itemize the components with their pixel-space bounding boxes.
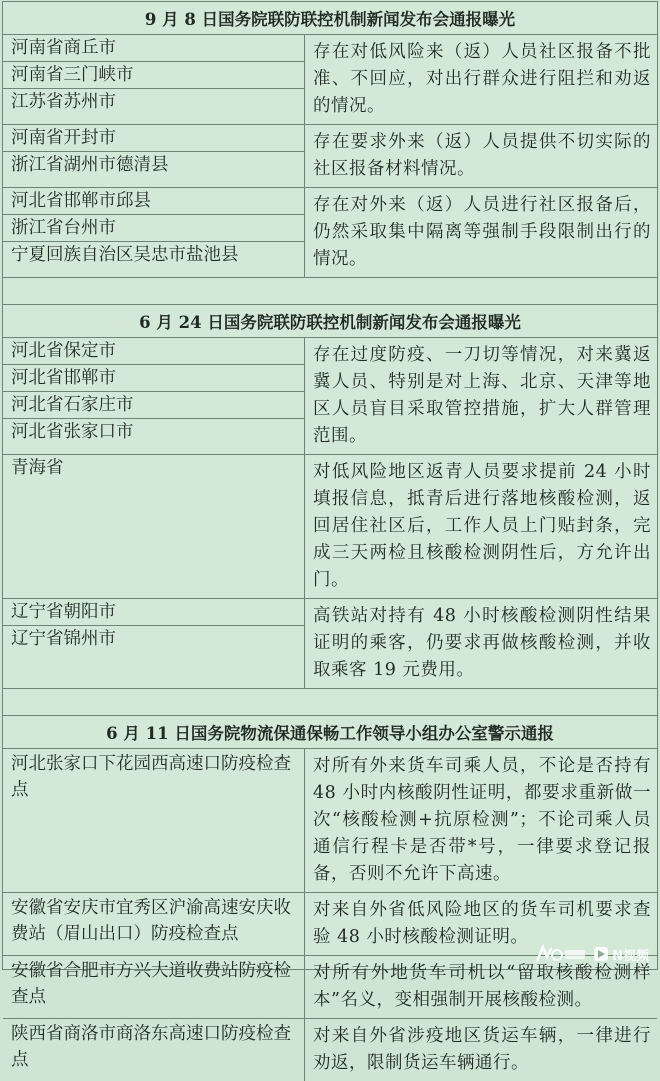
violation-description: 对来自外省涉疫地区货运车辆，一律进行劝返，限制货运车辆通行。 — [313, 1026, 651, 1073]
place-name: 河北省张家口市 — [11, 422, 134, 442]
place-name: 安徽省安庆市宜秀区沪渝高速安庆收费站（眉山出口）防疫检查点 — [11, 898, 291, 944]
media-logo-icon — [535, 943, 587, 965]
place-list — [3, 125, 305, 187]
violation-description: 存在对低风险来（返）人员社区报备不批准、不回应，对出行群众进行阻拦和劝返的情况。 — [313, 42, 651, 116]
place-name: 辽宁省朝阳市 — [3, 599, 304, 626]
place-list — [3, 893, 305, 955]
watermark — [535, 943, 649, 965]
violation-description: 存在对外来（返）人员进行社区报备后，仍然采取集中隔离等强制手段限制出行的情况。 — [313, 195, 651, 269]
section-title — [3, 2, 657, 35]
place-list — [3, 749, 305, 892]
place-name: 陕西省商洛市商洛东高速口防疫检查点 — [11, 1024, 291, 1070]
section-title-text: 6 月 24 日国务院联防联控机制新闻发布会通报曝光 — [139, 313, 521, 332]
place-name: 青海省 — [11, 458, 64, 478]
place-name: 河北省保定市 — [3, 338, 304, 365]
table-row — [3, 1019, 657, 1081]
place-list — [3, 1019, 305, 1081]
section-title — [3, 305, 657, 338]
place-list — [3, 599, 305, 688]
video-logo-icon — [593, 946, 609, 962]
place-name: 河北省邯郸市 — [3, 365, 304, 392]
place-name: 河北张家口下花园西高速口防疫检查点 — [11, 754, 291, 800]
violation-description: 存在过度防疫、一刀切等情况，对来冀返冀人员、特别是对上海、北京、天津等地区人员盲目采取管控措施，扩大人群管理范围。 — [313, 345, 651, 446]
section-title — [3, 716, 657, 749]
table-row — [3, 599, 657, 689]
place-name: 河南省三门峡市 — [3, 62, 304, 89]
video-label: N视频 — [612, 948, 649, 964]
section-divider — [3, 689, 657, 716]
violation-description: 高铁站对持有 48 小时核酸检测阴性结果证明的乘客，仍要求再做核酸检测，并收取乘客 19 元费用。 — [313, 606, 651, 680]
place-name: 浙江省湖州市德清县 — [11, 155, 169, 175]
section-title-text: 6 月 11 日国务院物流保通保畅工作领导小组办公室警示通报 — [106, 724, 554, 743]
section-title-text: 9 月 8 日国务院联防联控机制新闻发布会通报曝光 — [144, 10, 516, 29]
table-row — [3, 956, 657, 1019]
violation-description: 对来自外省低风险地区的货车司机要求查验 48 小时核酸检测证明。 — [313, 900, 651, 947]
table-row — [3, 188, 657, 278]
place-list — [3, 455, 305, 598]
notice-table — [2, 1, 658, 1073]
place-name: 安徽省合肥市方兴大道收费站防疫检查点 — [11, 961, 291, 1007]
place-list — [3, 956, 305, 1018]
table-row — [3, 338, 657, 455]
table-row — [3, 455, 657, 599]
table-row — [3, 749, 657, 893]
table-row — [3, 35, 657, 125]
violation-description: 存在要求外来（返）人员提供不切实际的社区报备材料情况。 — [313, 132, 651, 179]
place-name: 宁夏回族自治区吴忠市盐池县 — [11, 245, 239, 265]
place-list — [3, 188, 305, 277]
video-badge — [593, 945, 649, 964]
violation-description: 对所有外来货车司乘人员，不论是否持有 48 小时内核酸阴性证明，都要求重新做一次“核酸检测+抗原检测”；不论司乘人员通信行程卡是否带*号，一律要求登记报备，否则不允许下高速。 — [313, 756, 651, 884]
place-name: 浙江省台州市 — [3, 215, 304, 242]
place-name: 河南省商丘市 — [3, 35, 304, 62]
place-list — [3, 338, 305, 454]
place-name: 河南省开封市 — [3, 125, 304, 152]
place-name: 辽宁省锦州市 — [11, 629, 116, 649]
violation-description: 对所有外地货车司机以“留取核酸检测样本”名义，变相强制开展核酸检测。 — [313, 963, 651, 1010]
place-name: 河北省石家庄市 — [3, 392, 304, 419]
table-row — [3, 125, 657, 188]
place-list — [3, 35, 305, 124]
violation-description: 对低风险地区返青人员要求提前 24 小时填报信息，抵青后进行落地核酸检测，返回居住社区后，工作人员上门贴封条，完成三天两检且核酸检测阴性后，方允许出门。 — [313, 462, 651, 590]
section-divider — [3, 278, 657, 305]
place-name: 河北省邯郸市邱县 — [3, 188, 304, 215]
place-name: 江苏省苏州市 — [11, 92, 116, 112]
